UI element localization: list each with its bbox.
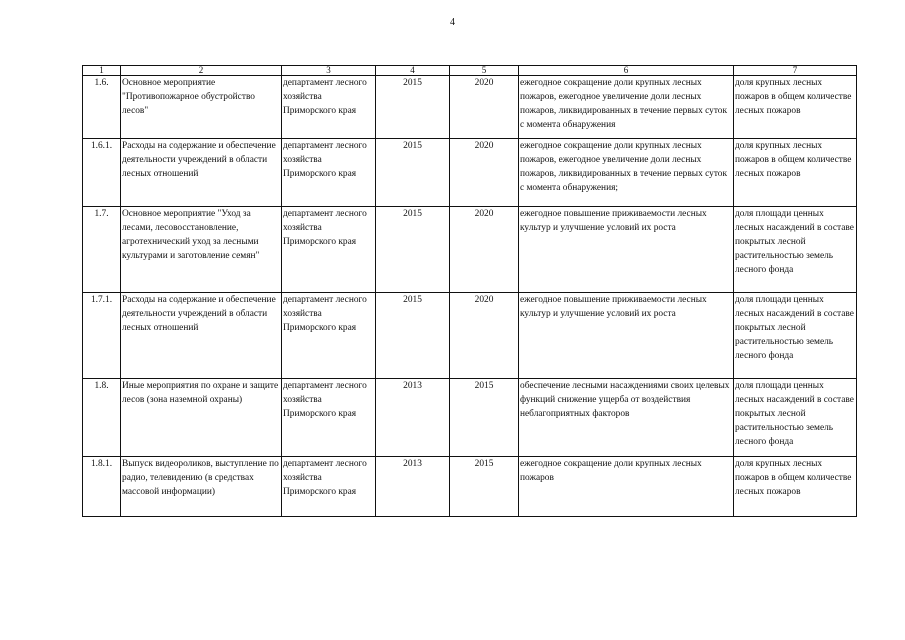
start-year: 2015: [376, 139, 450, 207]
column-header-1: 1: [83, 66, 121, 76]
column-header-7: 7: [734, 66, 857, 76]
indicator: доля крупных лесных пожаров в общем количестве лесных пожаров: [734, 139, 857, 207]
table-row: [83, 379, 857, 457]
activity-name: Основное мероприятие "Противопожарное обустройство лесов": [121, 76, 282, 139]
expected-result: ежегодное сокращение доли крупных лесных пожаров, ежегодное увеличение доли лесных пожаров, ликвидированных в течение первых суток с момента обнаружения: [519, 76, 734, 139]
row-number: 1.6.: [83, 76, 121, 139]
activity-name: Выпуск видеороликов, выступление по радио, телевидению (в средствах массовой информации): [121, 457, 282, 517]
end-year: 2020: [450, 293, 519, 379]
program-table: [82, 65, 857, 517]
column-header-5: 5: [450, 66, 519, 76]
start-year: 2015: [376, 293, 450, 379]
executor: департамент лесного хозяйства Приморского края: [282, 293, 376, 379]
header-row: [83, 66, 857, 76]
expected-result: ежегодное сокращение доли крупных лесных пожаров: [519, 457, 734, 517]
table-row: [83, 207, 857, 293]
table-row: [83, 139, 857, 207]
end-year: 2015: [450, 457, 519, 517]
expected-result: ежегодное сокращение доли крупных лесных пожаров, ежегодное увеличение доли лесных пожаров, ликвидированных в течение первых суток с момента обнаружения;: [519, 139, 734, 207]
column-header-2: 2: [121, 66, 282, 76]
expected-result: ежегодное повышение приживаемости лесных культур и улучшение условий их роста: [519, 207, 734, 293]
column-header-4: 4: [376, 66, 450, 76]
page-number: 4: [450, 17, 455, 28]
executor: департамент лесного хозяйства Приморского края: [282, 76, 376, 139]
row-number: 1.6.1.: [83, 139, 121, 207]
start-year: 2013: [376, 379, 450, 457]
start-year: 2013: [376, 457, 450, 517]
expected-result: обеспечение лесными насаждениями своих целевых функций снижение ущерба от воздействия неблагоприятных факторов: [519, 379, 734, 457]
executor: департамент лесного хозяйства Приморского края: [282, 457, 376, 517]
end-year: 2020: [450, 207, 519, 293]
executor: департамент лесного хозяйства Приморского края: [282, 139, 376, 207]
indicator: доля площади ценных лесных насаждений в составе покрытых лесной растительностью земель лесного фонда: [734, 293, 857, 379]
row-number: 1.7.1.: [83, 293, 121, 379]
table-row: [83, 76, 857, 139]
indicator: доля крупных лесных пожаров в общем количестве лесных пожаров: [734, 457, 857, 517]
activity-name: Основное мероприятие "Уход за лесами, лесовосстановление, агротехнический уход за лесными культурами и заготовление семян": [121, 207, 282, 293]
end-year: 2020: [450, 139, 519, 207]
executor: департамент лесного хозяйства Приморского края: [282, 379, 376, 457]
indicator: доля площади ценных лесных насаждений в составе покрытых лесной растительностью земель лесного фонда: [734, 207, 857, 293]
executor: департамент лесного хозяйства Приморского края: [282, 207, 376, 293]
table-row: [83, 293, 857, 379]
start-year: 2015: [376, 76, 450, 139]
activity-name: Иные мероприятия по охране и защите лесов (зона наземной охраны): [121, 379, 282, 457]
column-header-3: 3: [282, 66, 376, 76]
row-number: 1.8.: [83, 379, 121, 457]
row-number: 1.7.: [83, 207, 121, 293]
end-year: 2015: [450, 379, 519, 457]
end-year: 2020: [450, 76, 519, 139]
indicator: доля площади ценных лесных насаждений в составе покрытых лесной растительностью земель лесного фонда: [734, 379, 857, 457]
activity-name: Расходы на содержание и обеспечение деятельности учреждений в области лесных отношений: [121, 139, 282, 207]
start-year: 2015: [376, 207, 450, 293]
expected-result: ежегодное повышение приживаемости лесных культур и улучшение условий их роста: [519, 293, 734, 379]
activity-name: Расходы на содержание и обеспечение деятельности учреждений в области лесных отношений: [121, 293, 282, 379]
indicator: доля крупных лесных пожаров в общем количестве лесных пожаров: [734, 76, 857, 139]
table-row: [83, 457, 857, 517]
row-number: 1.8.1.: [83, 457, 121, 517]
column-header-6: 6: [519, 66, 734, 76]
